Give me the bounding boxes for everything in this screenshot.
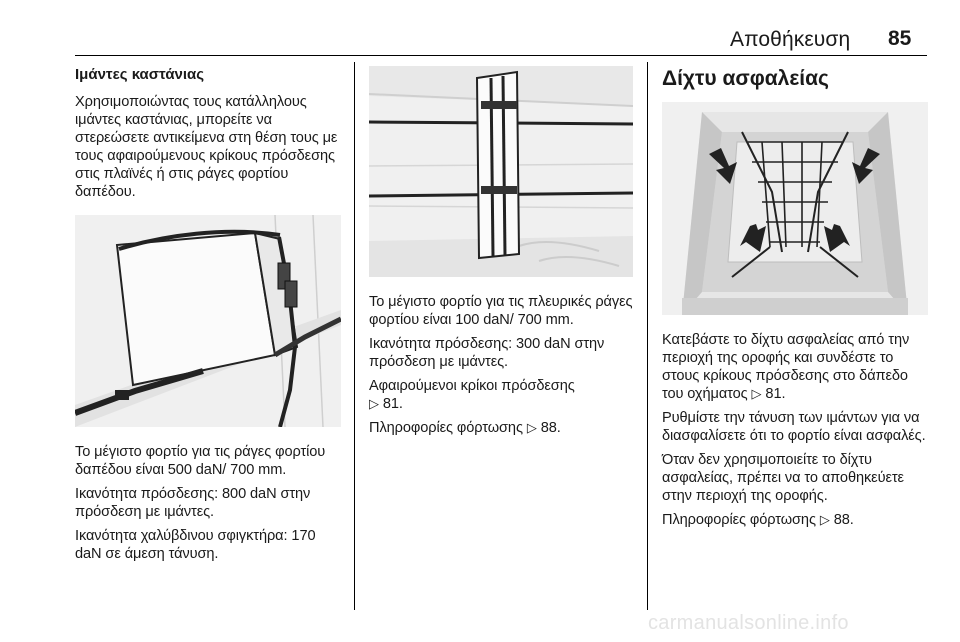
lower-net-text: Κατεβάστε το δίχτυ ασφαλείας από την περιοχή της οροφής και συνδέστε το στους κρίκους πρόσδεσης στο δάπεδο του οχήματος [662, 332, 910, 402]
side-strap-capacity-paragraph: Ικανότητα πρόσδεσης: 300 daN στην πρόσδεση με ιμάντες. [369, 336, 605, 370]
floor-rail-load-paragraph: Το μέγιστο φορτίο για τις ράγες φορτίου δαπέδου είναι 500 daN/ 700 mm. [75, 444, 326, 478]
page-ref-arrow-icon: ▷ [751, 386, 762, 401]
lower-net-paragraph [662, 331, 928, 403]
figure-safety-net [662, 102, 928, 315]
loading-info-ref-2[interactable]: 88. [833, 512, 854, 528]
steel-clamp-paragraph: Ικανότητα χαλύβδινου σφιγκτήρα: 170 daN σε άμεση τάνυση. [75, 528, 316, 562]
strap-capacity-paragraph: Ικανότητα πρόσδεσης: 800 daN στην πρόσδεση με ιμάντες. [75, 486, 311, 520]
intro-paragraph: Χρησιμοποιώντας τους κατάλληλους ιμάντες καστάνιας, μπορείτε να στερεώσετε αντικείμενα στη θέση τους με τους αφαιρούμενους κρίκους πρόσδεσης στις πλαϊνές ή στις ράγες φορτίου δαπέδου. [75, 94, 338, 200]
column-2 [369, 62, 633, 443]
figure-strapped-box [75, 215, 341, 427]
side-rail-illustration [369, 66, 633, 277]
removable-rings-text: Αφαιρούμενοι κρίκοι πρόσδεσης [369, 378, 575, 394]
page-ref-arrow-icon: ▷ [369, 396, 379, 411]
column-1 [75, 62, 341, 569]
column-3 [662, 62, 928, 535]
loading-info-paragraph-2 [662, 511, 928, 529]
safety-net-illustration [662, 102, 928, 315]
page-ref-arrow-icon: ▷ [526, 420, 537, 435]
loading-info-ref[interactable]: 88. [540, 420, 561, 436]
loading-info-text: Πληροφορίες φόρτωσης [369, 420, 523, 436]
page-ref-arrow-icon: ▷ [819, 512, 830, 527]
store-net-paragraph: Όταν δεν χρησιμοποιείτε το δίχτυ ασφαλείας, πρέπει να το αποθηκεύετε στην περιοχή της οροφής. [662, 452, 904, 504]
loading-info-paragraph [369, 419, 633, 437]
figure-side-rail [369, 66, 633, 277]
section-title-ratchet-straps: Ιμάντες καστάνιας [75, 66, 205, 83]
page-number: 85 [888, 27, 912, 50]
column-divider-2 [647, 62, 648, 610]
side-rail-load-paragraph: Το μέγιστο φορτίο για τις πλευρικές ράγες φορτίου είναι 100 daN/ 700 mm. [369, 294, 633, 328]
watermark-brand: carmanualsonline.info [648, 612, 849, 634]
loading-info-text-2: Πληροφορίες φόρτωσης [662, 512, 816, 528]
adjust-tension-paragraph: Ρυθμίστε την τάνυση των ιμάντων για να διασφαλίσετε ότι το φορτίο είναι ασφαλές. [662, 410, 926, 444]
page-header [0, 0, 960, 62]
header-rule [75, 55, 927, 56]
running-title: Αποθήκευση [730, 28, 851, 51]
section-title-safety-net: Δίχτυ ασφαλείας [662, 67, 829, 90]
lower-net-ref[interactable]: 81. [765, 386, 786, 402]
column-divider-1 [354, 62, 355, 610]
strapped-box-illustration [75, 215, 341, 427]
removable-rings-paragraph [369, 377, 633, 413]
removable-rings-ref[interactable]: 81. [382, 396, 403, 412]
